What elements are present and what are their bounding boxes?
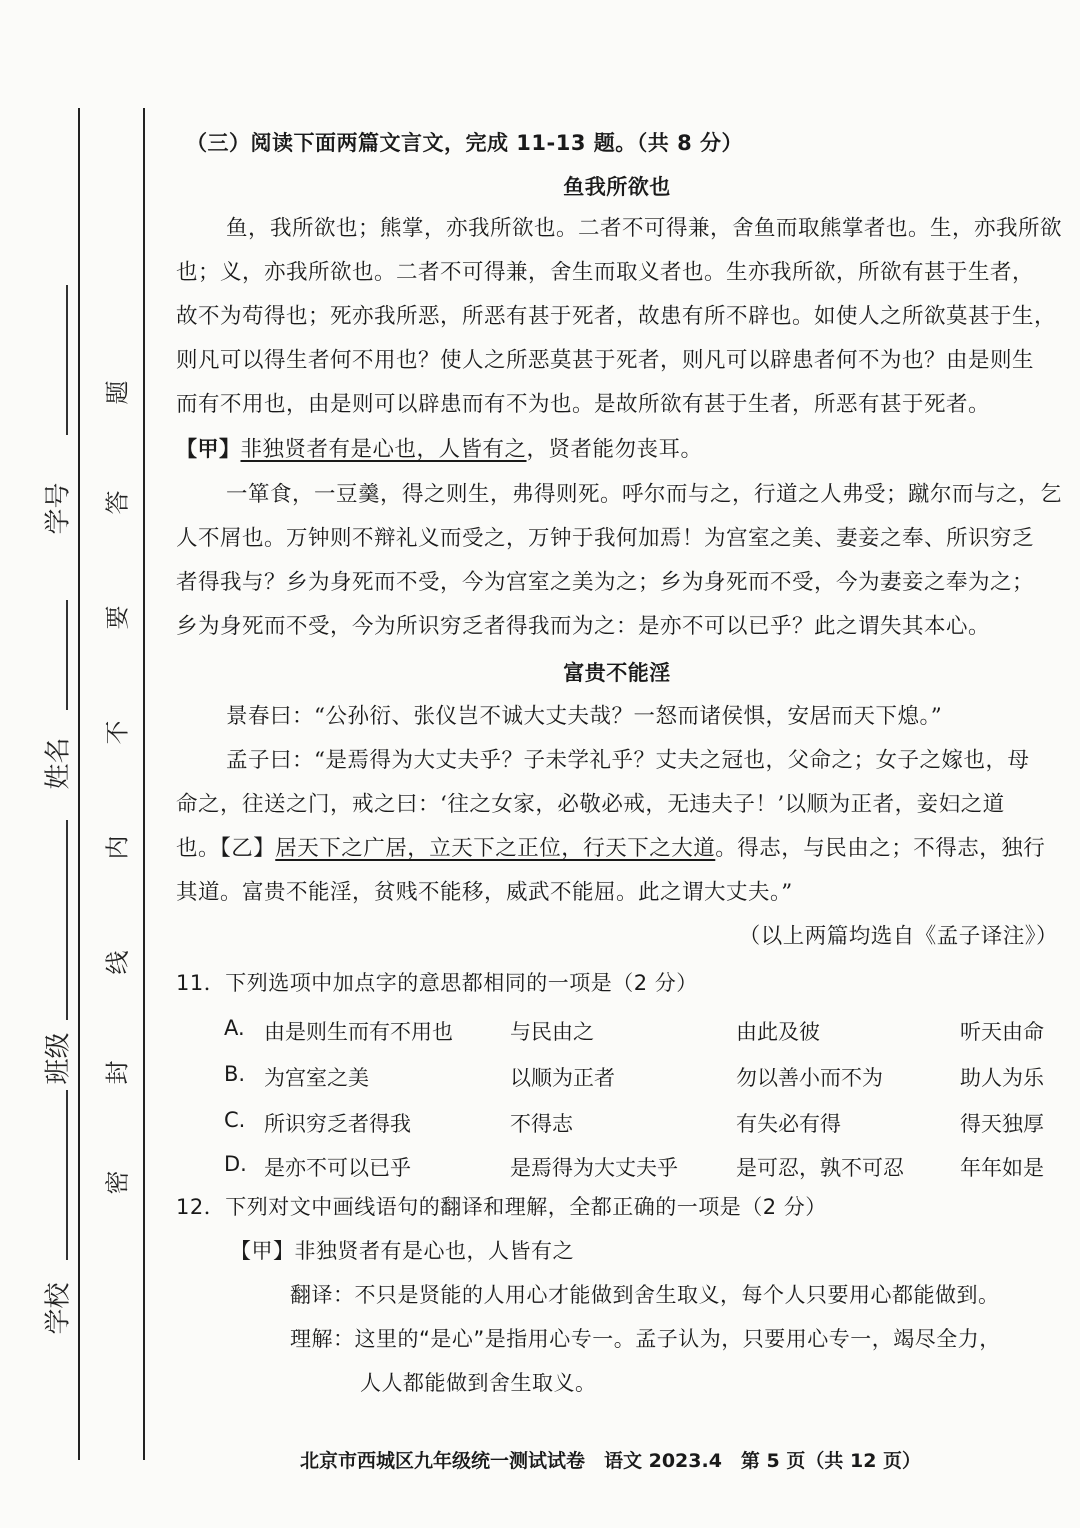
- passage-line: 则凡可以得生者何不用也？使人之所恶莫甚于死者，则凡可以辟患者何不为也？由是则生: [176, 348, 1035, 373]
- option-b-item4: 助人为乐: [960, 1066, 1044, 1090]
- question-12-stem: 12．下列对文中画线语句的翻译和理解，全都正确的一项是（2 分）: [176, 1195, 827, 1219]
- binding-line-outer: [78, 108, 80, 1460]
- passage-text: 也。【乙】: [176, 836, 276, 861]
- question-12-quote: 【甲】非独贤者有是心也，人皆有之: [230, 1239, 574, 1263]
- option-c-label: C.: [224, 1108, 246, 1132]
- underlined-sentence-jia: 非独贤者有是心也，人皆有之: [240, 437, 527, 462]
- passage-line: 一箪食，一豆羹，得之则生，弗得则死。呼尔而与之，行道之人弗受；蹴尔而与之，乞: [226, 482, 1063, 507]
- question-12-understanding: 理解：这里的“是心”是指用心专一。孟子认为，只要用心专一，竭尽全力，: [290, 1327, 1001, 1351]
- option-a-item1: 由是则生而有不用也: [264, 1020, 453, 1044]
- option-d-item2: 是焉得为大丈夫乎: [510, 1156, 678, 1180]
- passage-text: 。得志，与民由之；不得志，独行: [715, 836, 1046, 861]
- option-c-item4: 得天独厚: [960, 1112, 1044, 1136]
- option-b-item3: 勿以善小而不为: [736, 1066, 883, 1090]
- option-a-item2: 与民由之: [510, 1020, 594, 1044]
- blank-line-name: [66, 600, 68, 710]
- question-12-understanding-cont: 人人都能做到舍生取义。: [360, 1371, 597, 1395]
- option-d-label: D.: [224, 1152, 247, 1176]
- binding-margin: [0, 0, 160, 1528]
- passage-line: 者得我与？乡为身死而不受，今为宫室之美为之；乡为身死而不受，今为妻妾之奉为之；: [176, 570, 1035, 595]
- option-b-item1: 为宫室之美: [264, 1066, 369, 1090]
- option-d-item4: 年年如是: [960, 1156, 1044, 1180]
- blank-line-id: [66, 285, 68, 435]
- option-c-item2: 不得志: [510, 1112, 573, 1136]
- option-a-label: A.: [224, 1016, 245, 1040]
- passage-line: 景春曰：“公孙衍、张仪岂不诚大丈夫哉？一怒而诸侯惧，安居而天下熄。”: [226, 704, 943, 729]
- option-a-item4: 听天由命: [960, 1020, 1044, 1044]
- question-11-stem: 11．下列选项中加点字的意思都相同的一项是（2 分）: [176, 971, 698, 995]
- blank-line-class: [66, 820, 68, 1020]
- passage-line: 也；义，亦我所欲也。二者不可得兼，舍生而取义者也。生亦我所欲，所欲有甚于生者，: [176, 260, 1035, 285]
- passage-line: 而有不用也，由是则可以辟患而有不为也。是故所欲有甚于生者，所恶有甚于死者。: [176, 392, 991, 417]
- passage-line: 故不为苟得也；死亦我所恶，所恶有甚于死者，故患有所不辟也。如使人之所欲莫甚于生，: [176, 304, 1057, 329]
- field-id-label: 学号: [43, 482, 74, 535]
- passage-line: 其道。富贵不能淫，贫贱不能移，威武不能屈。此之谓大丈夫。”: [176, 880, 793, 905]
- option-a-item3: 由此及彼: [736, 1020, 820, 1044]
- passage-line: 人不屑也。万钟则不辩礼义而受之，万钟于我何加焉！为宫室之美、妻妾之奉、所识穷乏: [176, 526, 1035, 551]
- field-school-label: 学校: [43, 1282, 74, 1335]
- passage2-title: 富贵不能淫: [563, 661, 671, 685]
- seal-char: 答: [103, 490, 132, 515]
- underlined-sentence-yi: 居天下之广居，立天下之正位，行天下之大道: [275, 836, 716, 861]
- section-heading: （三）阅读下面两篇文言文，完成 11-13 题。（共 8 分）: [186, 131, 744, 155]
- passage1-title: 鱼我所欲也: [563, 175, 671, 199]
- seal-char: 封: [103, 1060, 132, 1085]
- passage-text: ，贤者能勿丧耳。: [526, 437, 703, 462]
- question-12-translation: 翻译：不只是贤能的人用心才能做到舍生取义，每个人只要用心都能做到。: [290, 1283, 1000, 1307]
- binding-line-inner: [143, 108, 145, 1460]
- option-c-item1: 所识穷乏者得我: [264, 1112, 411, 1136]
- seal-char: 密: [103, 1170, 132, 1195]
- passage-line-yi: [176, 834, 1058, 864]
- option-b-item2: 以顺为正者: [510, 1066, 615, 1090]
- passage-line: 乡为身死而不受，今为所识穷乏者得我而为之：是亦不可以已乎？此之谓失其本心。: [176, 614, 991, 639]
- option-c-item3: 有失必有得: [736, 1112, 841, 1136]
- mark-jia: 【甲】: [176, 437, 241, 461]
- option-d-item3: 是可忍，孰不可忍: [736, 1156, 904, 1180]
- seal-char: 要: [103, 605, 132, 630]
- passage-line: 孟子曰：“是焉得为大丈夫乎？子未学礼乎？丈夫之冠也，父命之；女子之嫁也，母: [226, 748, 1030, 773]
- passage-line-jia: [176, 434, 1058, 465]
- field-class-label: 班级: [43, 1032, 74, 1085]
- source-note: （以上两篇均选自《孟子译注》）: [738, 924, 1058, 949]
- option-b-label: B.: [224, 1062, 246, 1086]
- field-name-label: 姓名: [43, 737, 74, 790]
- option-d-item1: 是亦不可以已乎: [264, 1156, 411, 1180]
- passage-line: 命之，往送之门，戒之曰：‘往之女家，必敬必戒，无违夫子！’以顺为正者，妾妇之道: [176, 792, 1005, 817]
- seal-char: 线: [103, 950, 132, 975]
- blank-line-school: [66, 1090, 68, 1260]
- seal-char: 不: [103, 720, 132, 745]
- seal-char: 题: [103, 380, 132, 405]
- page-footer: 北京市西城区九年级统一测试试卷 语文 2023.4 第 5 页（共 12 页）: [300, 1450, 922, 1472]
- passage-line: 鱼，我所欲也；熊掌，亦我所欲也。二者不可得兼，舍鱼而取熊掌者也。生，亦我所欲: [226, 216, 1063, 241]
- seal-char: 内: [103, 835, 132, 860]
